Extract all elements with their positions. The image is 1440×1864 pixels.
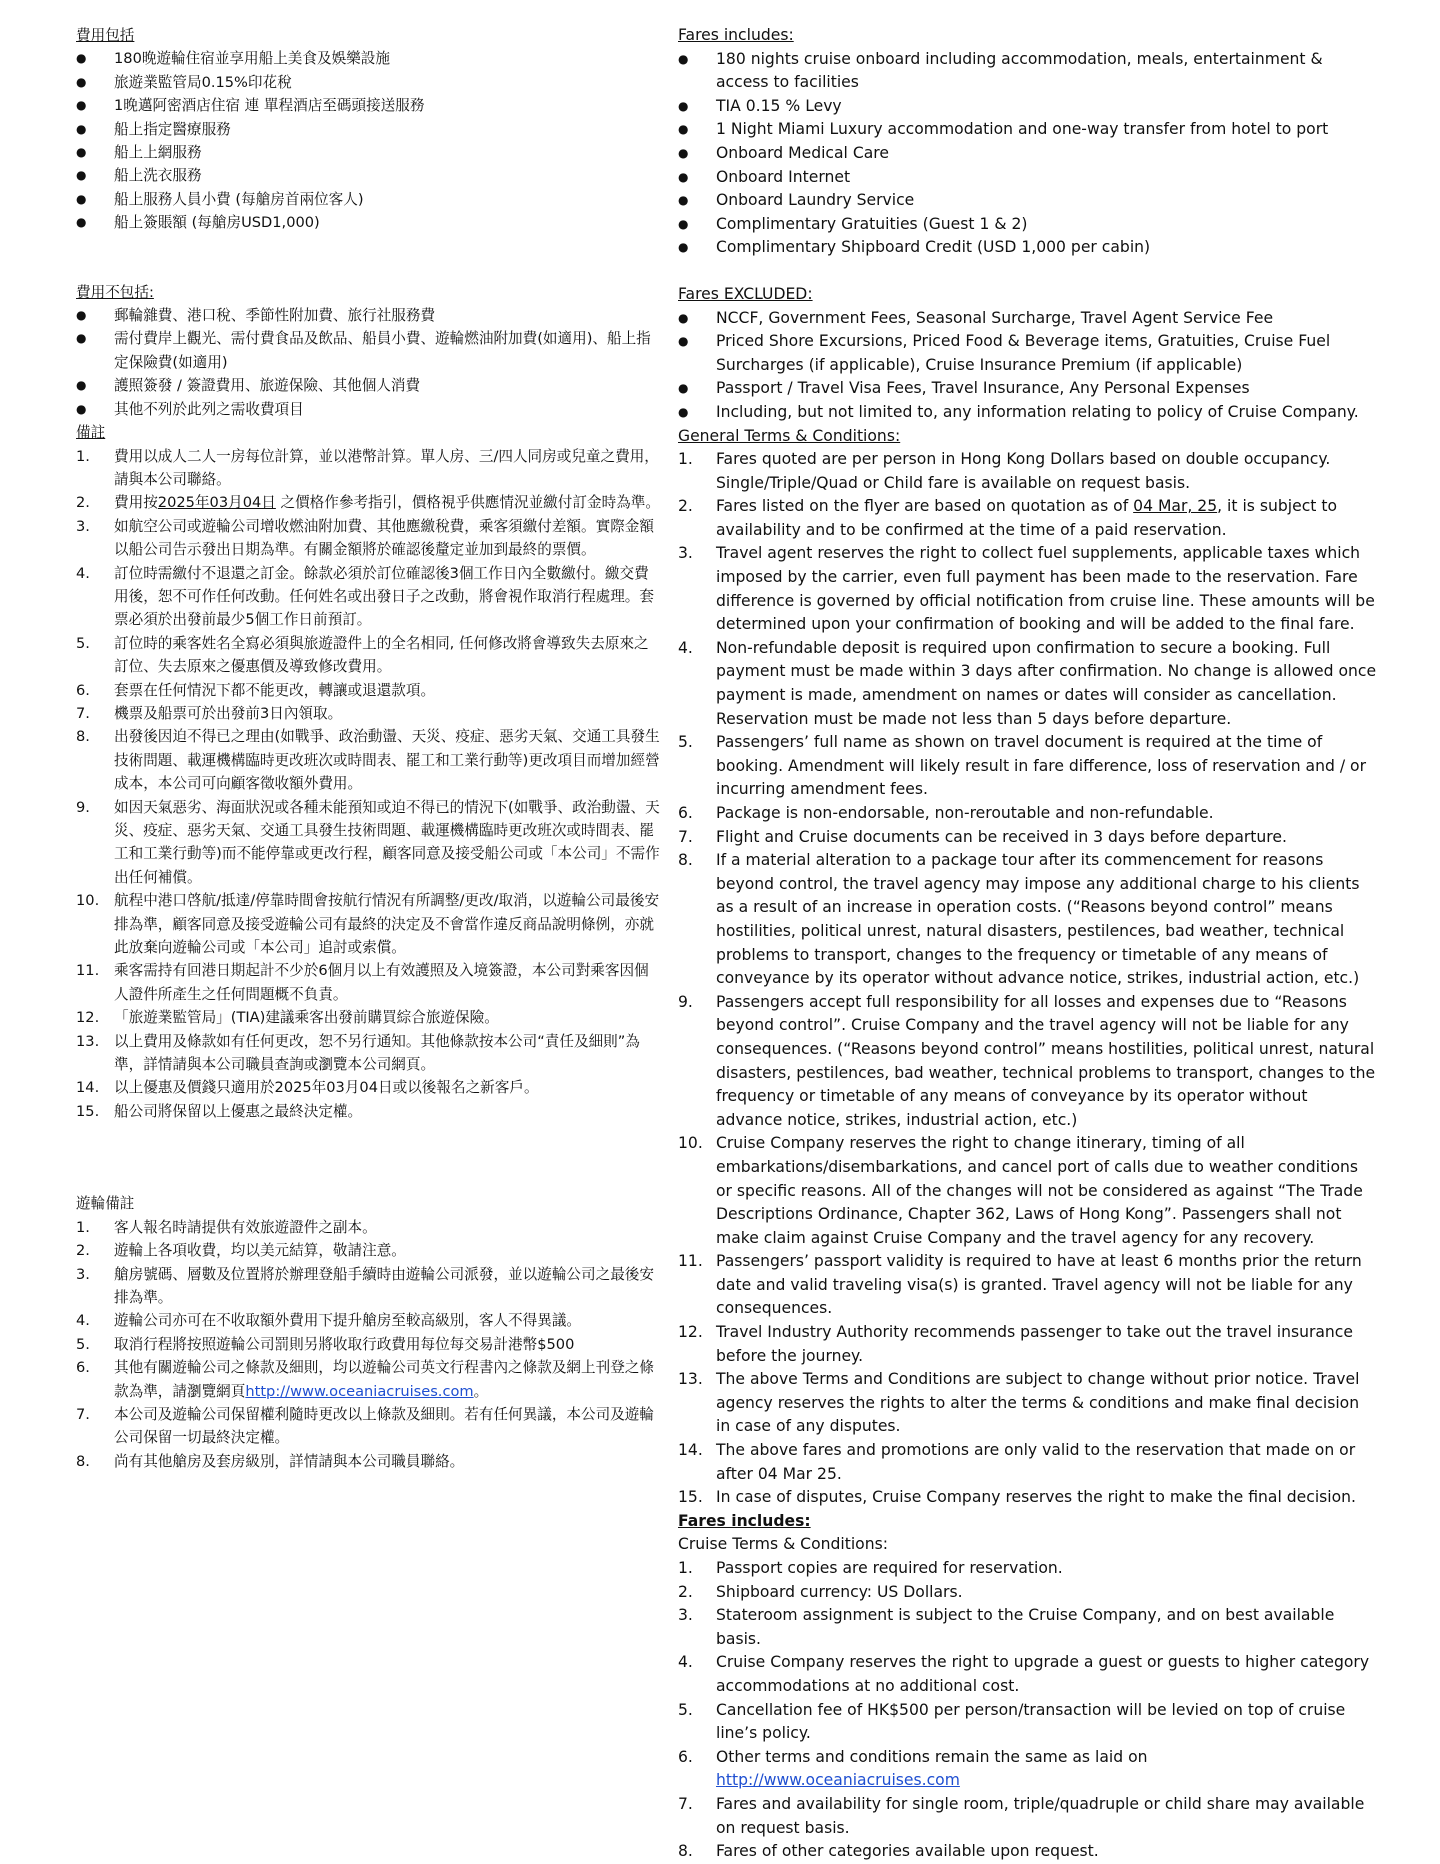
list-item: 5. 取消行程將按照遊輪公司罰則另將收取行政費用每位每交易計港幣$500 (76, 1335, 575, 1353)
chinese-column (76, 24, 660, 1473)
list-item: ● 1 Night Miami Luxury accommodation and one-way transfer from hotel to port (678, 118, 1378, 142)
excluded-title-en: Fares EXCLUDED: (678, 284, 813, 303)
list-item: 15. In case of disputes, Cruise Company reserves the right to make the final decision. (678, 1488, 1356, 1507)
list-item: 10. Cruise Company reserves the right to change itinerary, timing of all embarkations/disembarkations, and cancel port of calls due to weather conditions or specific reasons. All of the changes will not be considered as against “The Trade Descriptions Ordinance, Chapter 362, Laws of Hong Kong”. Passengers shall not make claim against Cruise Company and the travel agency for any recovery. (678, 1134, 1363, 1247)
list-item: 8. If a material alteration to a package tour after its commencement for reasons beyond control, the travel agency may impose any additional charge to his clients as a result of an increase in operation costs. (“Reasons beyond control” means hostilities, political unrest, natural disasters, pestilences, bad weather, technical problems to transport, changes to the frequency or timetable of any means of conveyance by its operator without advance notice, strikes, industrial action, etc.) (678, 851, 1360, 988)
list-item: 8. 尚有其他艙房及套房級別，詳情請與本公司職員聯絡。 (76, 1452, 465, 1470)
list-item: 13. 以上費用及條款如有任何更改，恕不另行通知。其他條款按本公司“責任及細則”為準，詳情請與本公司職員查詢或瀏覽本公司網頁。 (76, 1032, 640, 1074)
list-item: 7. Flight and Cruise documents can be received in 3 days before departure. (678, 827, 1287, 846)
list-item: ● 船上洗衣服務 (76, 164, 660, 187)
remarks-list-zh (76, 445, 660, 1124)
quote-date-en: 04 Mar, 25 (1133, 497, 1218, 516)
remarks-title-zh: 備註 (76, 424, 106, 442)
list-item: ● Complimentary Gratuities (Guest 1 & 2) (678, 213, 1378, 237)
list-item: ● 180晚遊輪住宿並享用船上美食及娛樂設施 (76, 47, 660, 70)
list-item: 6. Package is non-endorsable, non-reroutable and non-refundable. (678, 804, 1214, 822)
excludes-list-zh (76, 304, 660, 421)
list-item: 3. 艙房號碼、層數及位置將於辦理登船手續時由遊輪公司派發，並以遊輪公司之最後安排為準。 (76, 1265, 654, 1306)
list-item: ● TIA 0.15 % Levy (678, 95, 1378, 119)
list-item: ● 180 nights cruise onboard including accommodation, meals, entertainment & access to facilities (678, 48, 1378, 95)
english-column (678, 24, 1378, 1864)
list-item: 14. 以上優惠及價錢只適用於2025年03月04日或以後報名之新客戶。 (76, 1079, 539, 1097)
includes-title-zh: 費用包括 (76, 27, 135, 44)
list-item: ● 旅遊業監管局0.15%印花稅 (76, 71, 660, 94)
list-item: ● 其他不列於此列之需收費項目 (76, 398, 660, 421)
list-item: ● NCCF, Government Fees, Seasonal Surcharge, Travel Agent Service Fee (678, 307, 1378, 331)
includes2-title-en: Fares includes: (678, 1511, 811, 1530)
list-item: 11. Passengers’ passport validity is required to have at least 6 months prior the return date and valid traveling visa(s) is granted. Travel agency will not be liable for any consequences. (678, 1252, 1362, 1318)
list-item: 14. The above fares and promotions are only valid to the reservation that made on or after 04 Mar 25. (678, 1441, 1356, 1483)
list-item: 9. 如因天氣惡劣、海面狀況或各種未能預知或迫不得已的情況下(如戰爭、政治動盪、天災、疫症、惡劣天氣、交通工具發生技術問題、載運機構臨時更改班次或時間表、罷工和工業行動等)而不能停靠或更改行程，顧客同意及接受船公司或「本公司」不需作出任何補償。 (76, 798, 660, 886)
list-item: ● 需付費岸上觀光、需付費食品及飲品、船員小費、遊輪燃油附加費(如適用)、船上指定保險費(如適用) (76, 327, 660, 374)
list-item: 2. Fares listed on the flyer are based on quotation as of 04 Mar, 25, it is subject to availability and to be confirmed at the time of a paid reservation. (678, 497, 1338, 539)
includes-list-zh (76, 47, 660, 234)
list-item: ● 1晚邁阿密酒店住宿 連 單程酒店至碼頭接送服務 (76, 94, 660, 117)
cruise-terms-list-en (678, 1557, 1378, 1864)
quote-date-zh: 2025年03月04日 (157, 494, 276, 512)
list-item: ● Complimentary Shipboard Credit (USD 1,000 per cabin) (678, 236, 1378, 260)
list-item: 1. Passport copies are required for reservation. (678, 1559, 1063, 1577)
oceania-link-zh[interactable]: http://www.oceaniacruises.com (245, 1382, 474, 1400)
list-item: ● 護照簽發 / 簽證費用、旅遊保險、其他個人消費 (76, 374, 660, 397)
excluded-list-en (678, 307, 1378, 425)
list-item: 10. 航程中港口啓航/抵達/停靠時間會按航行情況有所調整/更改/取消，以遊輪公司最後安排為準，顧客同意及接受遊輪公司有最終的決定及不會當作違反商品說明條例，亦就此放棄向遊輪公司或「本公司」追討或索償。 (76, 892, 660, 957)
excludes-title-zh: 費用不包括: (76, 283, 154, 301)
list-item: ● Including, but not limited to, any information relating to policy of Cruise Company. (678, 401, 1378, 425)
list-item: 12. Travel Industry Authority recommends passenger to take out the travel insurance before the journey. (678, 1323, 1353, 1365)
list-item: 3. Stateroom assignment is subject to the Cruise Company, and on best available basis. (678, 1606, 1335, 1648)
list-item: ● 船上上網服務 (76, 141, 660, 164)
list-item: 6. 其他有關遊輪公司之條款及細則，均以遊輪公司英文行程書內之條款及網上刊登之條款為準，請瀏覽網頁http://www.oceaniacruises.com。 (76, 1359, 654, 1400)
list-item: 7. Fares and availability for single room, triple/quadruple or child share may available on request basis. (678, 1794, 1365, 1837)
list-item: 5. Passengers’ full name as shown on travel document is required at the time of booking. Amendment will likely result in fare difference, loss of reservation and / or incurring amendment fees. (678, 733, 1366, 799)
list-item: ● 船上服務人員小費 (每艙房首兩位客人) (76, 188, 660, 211)
list-item: 4. 遊輪公司亦可在不收取額外費用下提升艙房至較高級別，客人不得異議。 (76, 1312, 582, 1330)
cruise-remarks-title-zh: 遊輪備註 (76, 1195, 135, 1213)
general-terms-list-en (678, 448, 1378, 1510)
list-item: 5. 訂位時的乘客姓名全寫必須與旅遊證件上的全名相同, 任何修改將會導致失去原來之訂位、失去原來之優惠價及導致修改費用。 (76, 634, 649, 676)
list-item: ● Passport / Travel Visa Fees, Travel Insurance, Any Personal Expenses (678, 377, 1378, 401)
list-item: ● 郵輪雜費、港口稅、季節性附加費、旅行社服務費 (76, 304, 660, 327)
list-item: 7. 機票及船票可於出發前3日內領取。 (76, 704, 343, 722)
list-item: 11. 乘客需持有回港日期起計不少於6個月以上有效護照及入境簽證，本公司對乘客因個人證件所產生之任何問題概不負責。 (76, 962, 649, 1003)
list-item: 4. 訂位時需繳付不退還之訂金。餘款必須於訂位確認後3個工作日內全數繳付。繳交費用後，恕不可作任何改動。任何姓名或出發日子之改動，將會視作取消行程處理。套票必須於出發前最少5個工作日前預訂。 (76, 564, 654, 629)
list-item: 1. Fares quoted are per person in Hong Kong Dollars based on double occupancy. Single/Triple/Quad or Child fare is available on request basis. (678, 450, 1331, 492)
list-item: 3. Travel agent reserves the right to collect fuel supplements, applicable taxes which imposed by the carrier, even full payment has been made to the reservation. Fare difference is governed by official notification from cruise line. These amounts will be determined upon your confirmation of booking and will be added to the final fare. (678, 544, 1375, 634)
list-item: 9. Passengers accept full responsibility for all losses and expenses due to “Reasons beyond control”. Cruise Company and the travel agency will not be liable for any consequences. (“Reasons beyond control” means hostilities, political unrest, natural disasters, pestilences, bad weather, technical problems to transport, changes to the frequency or timetable of any means of conveyance by its operator without advance notice, strikes, industrial action, etc.) (678, 992, 1376, 1129)
list-item: 4. Cruise Company reserves the right to upgrade a guest or guests to higher category accommodations at no additional cost. (678, 1653, 1370, 1695)
general-terms-title-en: General Terms & Conditions: (678, 426, 901, 445)
list-item: 13. The above Terms and Conditions are subject to change without prior notice. Travel agency reserves the rights to alter the terms & conditions and make final decision in case of any disputes. (678, 1370, 1360, 1436)
list-item: ● 船上指定醫療服務 (76, 118, 660, 141)
list-item: 1. 客人報名時請提供有效旅遊證件之副本。 (76, 1218, 377, 1236)
list-item: 3. 如航空公司或遊輪公司增收燃油附加費、其他應繳稅費，乘客須繳付差額。實際金額以船公司告示發出日期為準。有關金額將於確認後釐定並加到最終的票價。 (76, 517, 654, 559)
list-item: ● Priced Shore Excursions, Priced Food & Beverage items, Gratuities, Cruise Fuel Surcharges (if applicable), Cruise Insurance Premium (if applicable) (678, 330, 1378, 377)
list-item: ● Onboard Internet (678, 166, 1378, 190)
cruise-terms-title-en: Cruise Terms & Conditions: (678, 1535, 888, 1554)
list-item: 12. 「旅遊業監管局」(TIA)建議乘客出發前購買綜合旅遊保險。 (76, 1009, 499, 1027)
list-item: 2. 遊輪上各項收費，均以美元結算，敬請注意。 (76, 1242, 406, 1260)
list-item: 4. Non-refundable deposit is required upon confirmation to secure a booking. Full payment must be made within 3 days after confirmation. No change is allowed once payment is made, amendment on names or dates will consider as cancellation. Reservation must be made not less than 5 days before departure. (678, 638, 1377, 728)
list-item: 7. 本公司及遊輪公司保留權利隨時更改以上條款及細則。若有任何異議，本公司及遊輪公司保留一切最終決定權。 (76, 1405, 654, 1447)
includes-list-en (678, 48, 1378, 260)
list-item: 8. 出發後因迫不得已之理由(如戰爭、政治動盪、天災、疫症、惡劣天氣、交通工具發生技術問題、載運機構臨時更改班次或時間表、罷工和工業行動等)更改項目而增加經營成本，本公司可向顧客徵收額外費用。 (76, 728, 660, 793)
includes-title-en: Fares includes: (678, 26, 794, 44)
list-item: ● Onboard Medical Care (678, 142, 1378, 166)
list-item: 2. Shipboard currency: US Dollars. (678, 1582, 963, 1601)
list-item: 2. 費用按2025年03月04日 之價格作參考指引，價格視乎供應情況並繳付訂金時為準。 (76, 494, 660, 512)
list-item: ● Onboard Laundry Service (678, 189, 1378, 213)
list-item: 8. Fares of other categories available upon request. (678, 1842, 1099, 1861)
list-item: 5. Cancellation fee of HK$500 per person/transaction will be levied on top of cruise line’s policy. (678, 1700, 1346, 1743)
cruise-remarks-list-zh (76, 1216, 660, 1473)
list-item: 15. 船公司將保留以上優惠之最終決定權。 (76, 1102, 363, 1120)
list-item: 6. 套票在任何情況下都不能更改，轉讓或退還款項。 (76, 681, 436, 699)
oceania-link-en[interactable]: http://www.oceaniacruises.com (716, 1771, 960, 1790)
list-item: ● 船上簽賬額 (每艙房USD1,000) (76, 211, 660, 234)
list-item: 6. Other terms and conditions remain the same as laid on http://www.oceaniacruises.com (678, 1747, 1148, 1790)
list-item: 1. 費用以成人二人一房每位計算，並以港幣計算。單人房、三/四人同房或兒童之費用，請與本公司聯絡。 (76, 447, 659, 488)
